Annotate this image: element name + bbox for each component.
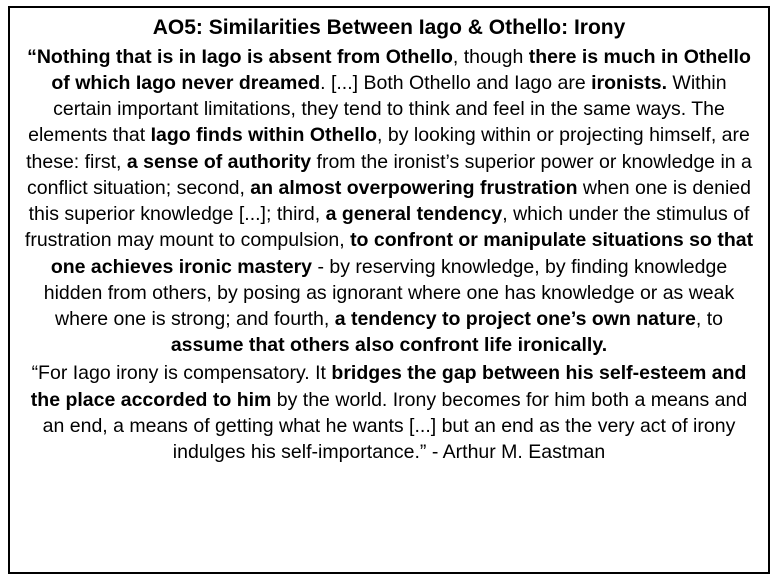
paragraph-1	[22, 44, 756, 359]
document-body	[22, 44, 756, 466]
emphasis-text: ironists.	[591, 71, 667, 94]
body-text: by the world. Irony becomes for him both a means and an end, a means of getting what he wants [...] but an end as the very act of irony indulges his self-importance.” - Arthur M. Eastman	[42, 388, 748, 464]
body-text: when one is denied this superior knowledge [...]; third,	[28, 176, 751, 226]
emphasis-text: a general tendency	[325, 203, 503, 226]
body-text: from the ironist’s superior power or knowledge in a conflict situation; second,	[27, 150, 752, 199]
paragraph-2	[22, 360, 756, 465]
page-title: AO5: Similarities Between Iago & Othello: Irony	[152, 16, 626, 39]
emphasis-text: assume that others also confront life ironically.	[170, 334, 608, 357]
emphasis-text: Iago finds within Othello	[150, 124, 378, 147]
body-text: , which under the stimulus of frustration may mount to compulsion,	[24, 203, 750, 252]
body-text: - by reserving knowledge, by finding knowledge hidden from others, by posing as ignorant where one has knowledge or as weak where one is strong; and fourth,	[43, 255, 735, 330]
emphasis-text: a tendency to project one’s own nature	[334, 307, 696, 330]
body-text: “For Iago irony is compensatory. It	[31, 362, 332, 385]
body-text: , to	[695, 307, 723, 330]
text-box	[8, 6, 770, 574]
emphasis-text: “Nothing that is in Iago is absent from Othello	[27, 45, 453, 68]
body-text: , though	[452, 45, 529, 68]
emphasis-text: there is much in Othello of which Iago never dreamed	[51, 45, 751, 94]
emphasis-text: a sense of authority	[126, 150, 312, 173]
emphasis-text: to confront or manipulate situations so that one achieves ironic mastery	[50, 229, 754, 278]
emphasis-text: an almost overpowering frustration	[250, 176, 578, 199]
emphasis-text: bridges the gap between his self-esteem and the place accorded to him	[30, 362, 747, 411]
body-text: , by looking within or projecting himself, are these: first,	[26, 124, 750, 173]
body-text: . [...] Both Othello and Iago are	[320, 71, 592, 94]
body-text: Within certain important limitations, they tend to think and feel in the same ways. The elements that	[28, 71, 727, 147]
